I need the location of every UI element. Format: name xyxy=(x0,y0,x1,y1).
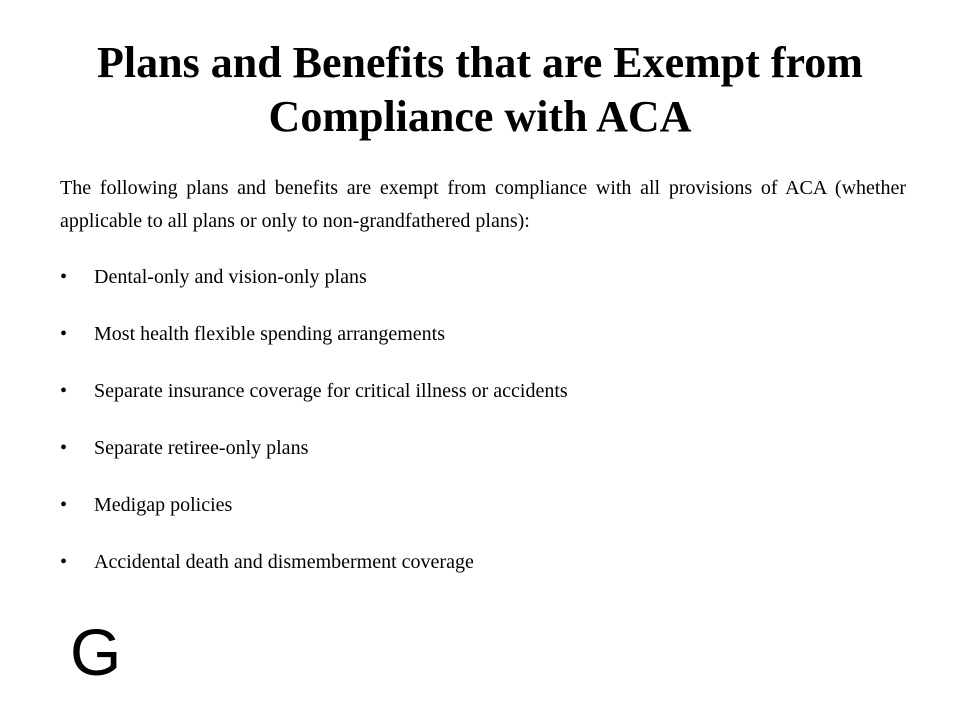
list-item xyxy=(60,433,906,490)
logo-letter-icon: G xyxy=(70,615,122,689)
list-item xyxy=(60,262,906,319)
list-item-text: Separate insurance coverage for critical illness or accidents xyxy=(94,380,568,402)
bullet-icon: • xyxy=(60,323,68,345)
list-item-text: Medigap policies xyxy=(94,494,233,516)
list-item xyxy=(60,376,906,433)
list-item-text: Dental-only and vision-only plans xyxy=(94,266,367,288)
intro-paragraph: The following plans and benefits are exempt from compliance with all provisions of ACA (whether applicable to all plans or only to non-grandfathered plans): xyxy=(60,177,906,232)
bullet-icon: • xyxy=(60,437,68,459)
list-item xyxy=(60,490,906,547)
bullet-icon: • xyxy=(60,551,68,573)
list-item-text: Separate retiree-only plans xyxy=(94,437,309,459)
bullet-icon: • xyxy=(60,380,68,402)
bullet-icon: • xyxy=(60,494,68,516)
list-item-text: Most health flexible spending arrangements xyxy=(94,323,446,345)
bullet-icon: • xyxy=(60,266,68,288)
list-item-text: Accidental death and dismemberment coverage xyxy=(94,551,474,573)
list-item xyxy=(60,547,906,604)
slide-title-line-2: Compliance with ACA xyxy=(268,92,692,141)
slide-title-line-1: Plans and Benefits that are Exempt from xyxy=(97,38,863,87)
exempt-plans-list xyxy=(60,262,906,604)
slide-title xyxy=(40,36,920,144)
list-item xyxy=(60,319,906,376)
